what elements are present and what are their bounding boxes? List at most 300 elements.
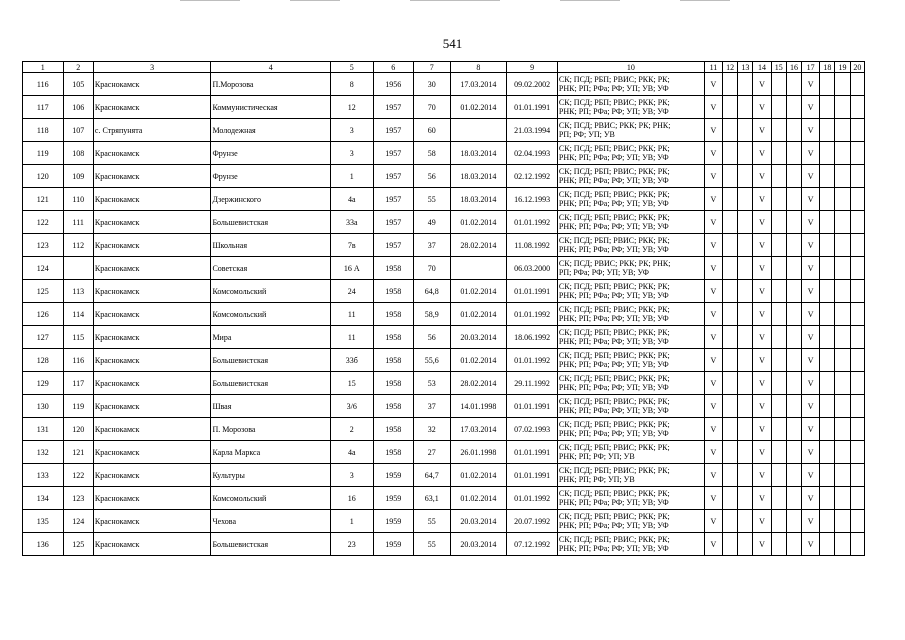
cell-wear: 27	[414, 441, 450, 464]
cell-mark-19	[835, 418, 850, 441]
cell-n: 132	[23, 441, 64, 464]
codes-line-1: СК; ПСД; РБП; РВИС; РКК; РК;	[558, 374, 670, 383]
cell-mark-19	[835, 510, 850, 533]
cell-street: Фрунзе	[211, 165, 331, 188]
cell-street: Большевистская	[211, 211, 331, 234]
scan-top-line	[180, 0, 240, 1]
cell-wear: 55	[414, 510, 450, 533]
table-row	[23, 73, 865, 96]
cell-street: Чехова	[211, 510, 331, 533]
cell-mark-11: V	[704, 487, 722, 510]
cell-codes	[557, 234, 704, 257]
cell-mark-17: V	[802, 441, 820, 464]
cell-n: 134	[23, 487, 64, 510]
table-row	[23, 372, 865, 395]
cell-house: 2	[330, 418, 373, 441]
cell-d1: 01.02.2014	[450, 349, 507, 372]
codes-line-1: СК; ПСД; РБП; РВИС; РКК; РК;	[558, 305, 670, 314]
column-header-1: 1	[23, 62, 64, 73]
cell-mark-18	[820, 188, 835, 211]
cell-house: 3	[330, 119, 373, 142]
cell-street: Советская	[211, 257, 331, 280]
cell-mark-14: V	[753, 510, 771, 533]
cell-wear: 56	[414, 165, 450, 188]
cell-mark-18	[820, 418, 835, 441]
cell-n: 127	[23, 326, 64, 349]
cell-house: 3	[330, 142, 373, 165]
cell-codes	[557, 73, 704, 96]
cell-mark-12	[723, 326, 738, 349]
cell-id: 125	[63, 533, 93, 556]
cell-mark-18	[820, 257, 835, 280]
table-row	[23, 326, 865, 349]
cell-wear: 53	[414, 372, 450, 395]
cell-n: 123	[23, 234, 64, 257]
column-header-15: 15	[771, 62, 786, 73]
cell-wear: 55,6	[414, 349, 450, 372]
cell-d2: 01.01.1992	[507, 211, 558, 234]
cell-mark-16	[786, 418, 801, 441]
cell-city: Краснокамск	[93, 142, 211, 165]
cell-d2: 02.04.1993	[507, 142, 558, 165]
cell-mark-18	[820, 326, 835, 349]
cell-mark-16	[786, 464, 801, 487]
cell-mark-19	[835, 349, 850, 372]
cell-mark-12	[723, 464, 738, 487]
cell-n: 120	[23, 165, 64, 188]
cell-mark-15	[771, 441, 786, 464]
cell-codes	[557, 96, 704, 119]
cell-mark-12	[723, 119, 738, 142]
cell-year: 1958	[373, 257, 414, 280]
cell-mark-11: V	[704, 211, 722, 234]
cell-wear: 37	[414, 234, 450, 257]
cell-year: 1958	[373, 326, 414, 349]
cell-mark-20	[850, 142, 864, 165]
cell-street: Комсомольский	[211, 280, 331, 303]
cell-mark-12	[723, 96, 738, 119]
cell-mark-20	[850, 165, 864, 188]
table-row	[23, 119, 865, 142]
cell-mark-15	[771, 142, 786, 165]
cell-codes	[557, 510, 704, 533]
cell-mark-15	[771, 464, 786, 487]
cell-city: Краснокамск	[93, 211, 211, 234]
cell-city: Краснокамск	[93, 96, 211, 119]
cell-mark-20	[850, 441, 864, 464]
table-row	[23, 257, 865, 280]
cell-mark-13	[738, 395, 753, 418]
cell-d2: 01.01.1991	[507, 441, 558, 464]
cell-mark-17: V	[802, 395, 820, 418]
table-row	[23, 142, 865, 165]
cell-d1: 01.02.2014	[450, 487, 507, 510]
cell-mark-14: V	[753, 142, 771, 165]
cell-mark-17: V	[802, 142, 820, 165]
cell-mark-14: V	[753, 73, 771, 96]
cell-wear: 56	[414, 326, 450, 349]
table-row	[23, 349, 865, 372]
cell-mark-11: V	[704, 119, 722, 142]
cell-wear: 58,9	[414, 303, 450, 326]
cell-year: 1957	[373, 188, 414, 211]
codes-line-1: СК; ПСД; РВИС; РКК; РК; РНК;	[558, 121, 671, 130]
cell-mark-16	[786, 119, 801, 142]
cell-mark-16	[786, 487, 801, 510]
cell-mark-17: V	[802, 326, 820, 349]
cell-street: Комсомольский	[211, 487, 331, 510]
codes-line-1: СК; ПСД; РБП; РВИС; РКК; РК;	[558, 420, 670, 429]
cell-mark-13	[738, 303, 753, 326]
cell-house: 8	[330, 73, 373, 96]
cell-mark-14: V	[753, 349, 771, 372]
codes-line-2: РНК; РП; РФа; РФ; УП; УВ; УФ	[558, 84, 669, 93]
codes-line-1: СК; ПСД; РБП; РВИС; РКК; РК;	[558, 282, 670, 291]
codes-line-2: РНК; РП; РФа; РФ; УП; УВ; УФ	[558, 521, 669, 530]
cell-mark-20	[850, 533, 864, 556]
cell-mark-16	[786, 96, 801, 119]
codes-line-2: РНК; РП; РФа; РФ; УП; УВ; УФ	[558, 498, 669, 507]
cell-mark-20	[850, 211, 864, 234]
table-row	[23, 188, 865, 211]
codes-line-1: СК; ПСД; РБП; РВИС; РКК; РК;	[558, 167, 670, 176]
cell-mark-20	[850, 326, 864, 349]
cell-year: 1957	[373, 165, 414, 188]
cell-d2: 21.03.1994	[507, 119, 558, 142]
cell-id: 121	[63, 441, 93, 464]
codes-line-1: СК; ПСД; РБП; РВИС; РКК; РК;	[558, 328, 670, 337]
cell-id: 106	[63, 96, 93, 119]
cell-mark-14: V	[753, 165, 771, 188]
cell-d2: 07.02.1993	[507, 418, 558, 441]
cell-house: 15	[330, 372, 373, 395]
cell-mark-11: V	[704, 142, 722, 165]
cell-n: 136	[23, 533, 64, 556]
cell-n: 129	[23, 372, 64, 395]
cell-mark-11: V	[704, 303, 722, 326]
cell-d1: 14.01.1998	[450, 395, 507, 418]
codes-line-1: СК; ПСД; РБП; РВИС; РКК; РК;	[558, 144, 670, 153]
cell-id: 115	[63, 326, 93, 349]
cell-mark-16	[786, 395, 801, 418]
cell-codes	[557, 418, 704, 441]
cell-city: Краснокамск	[93, 234, 211, 257]
cell-mark-17: V	[802, 510, 820, 533]
codes-line-1: СК; ПСД; РБП; РВИС; РКК; РК;	[558, 512, 670, 521]
cell-mark-20	[850, 395, 864, 418]
cell-house: 7в	[330, 234, 373, 257]
codes-line-2: РНК; РП; РФа; РФ; УП; УВ; УФ	[558, 153, 669, 162]
cell-id: 111	[63, 211, 93, 234]
cell-mark-18	[820, 96, 835, 119]
cell-year: 1958	[373, 303, 414, 326]
cell-mark-14: V	[753, 188, 771, 211]
cell-codes	[557, 257, 704, 280]
cell-codes	[557, 303, 704, 326]
page-number: 541	[442, 36, 463, 51]
cell-house: 12	[330, 96, 373, 119]
cell-mark-13	[738, 326, 753, 349]
cell-mark-20	[850, 73, 864, 96]
codes-line-2: РНК; РП; РФа; РФ; УП; УВ; УФ	[558, 314, 669, 323]
column-header-20: 20	[850, 62, 864, 73]
cell-mark-18	[820, 234, 835, 257]
cell-codes	[557, 119, 704, 142]
cell-mark-19	[835, 464, 850, 487]
cell-mark-13	[738, 119, 753, 142]
cell-mark-18	[820, 533, 835, 556]
cell-mark-14: V	[753, 211, 771, 234]
cell-mark-19	[835, 165, 850, 188]
codes-line-2: РНК; РП; РФа; РФ; УП; УВ; УФ	[558, 176, 669, 185]
scan-top-line	[410, 0, 500, 1]
cell-mark-11: V	[704, 280, 722, 303]
cell-house: 1	[330, 165, 373, 188]
cell-d1: 20.03.2014	[450, 326, 507, 349]
cell-d1: 18.03.2014	[450, 188, 507, 211]
table-row	[23, 96, 865, 119]
cell-codes	[557, 533, 704, 556]
cell-mark-11: V	[704, 349, 722, 372]
cell-d2: 20.07.1992	[507, 510, 558, 533]
table-row	[23, 280, 865, 303]
cell-d2: 11.08.1992	[507, 234, 558, 257]
cell-mark-12	[723, 188, 738, 211]
cell-d2: 02.12.1992	[507, 165, 558, 188]
codes-line-2: РНК; РП; РФа; РФ; УП; УВ; УФ	[558, 337, 669, 346]
cell-mark-15	[771, 418, 786, 441]
cell-mark-17: V	[802, 73, 820, 96]
cell-year: 1959	[373, 464, 414, 487]
cell-city: Краснокамск	[93, 326, 211, 349]
cell-mark-11: V	[704, 188, 722, 211]
cell-mark-11: V	[704, 418, 722, 441]
cell-city: Краснокамск	[93, 73, 211, 96]
cell-mark-15	[771, 188, 786, 211]
column-header-3: 3	[93, 62, 211, 73]
cell-mark-16	[786, 257, 801, 280]
cell-mark-11: V	[704, 533, 722, 556]
codes-line-2: РНК; РП; РФа; РФ; УП; УВ; УФ	[558, 245, 669, 254]
cell-street: П. Морозова	[211, 418, 331, 441]
cell-mark-16	[786, 349, 801, 372]
cell-mark-18	[820, 372, 835, 395]
column-header-2: 2	[63, 62, 93, 73]
cell-year: 1957	[373, 96, 414, 119]
cell-n: 124	[23, 257, 64, 280]
cell-year: 1958	[373, 349, 414, 372]
cell-mark-19	[835, 142, 850, 165]
cell-n: 119	[23, 142, 64, 165]
cell-mark-19	[835, 372, 850, 395]
codes-line-2: РНК; РП; РФа; РФ; УП; УВ; УФ	[558, 199, 669, 208]
cell-mark-13	[738, 73, 753, 96]
cell-house: 11	[330, 326, 373, 349]
column-header-13: 13	[738, 62, 753, 73]
cell-wear: 64,8	[414, 280, 450, 303]
codes-line-1: СК; ПСД; РБП; РВИС; РКК; РК;	[558, 535, 670, 544]
cell-house: 33б	[330, 349, 373, 372]
cell-mark-18	[820, 142, 835, 165]
cell-year: 1957	[373, 234, 414, 257]
cell-mark-15	[771, 280, 786, 303]
cell-mark-19	[835, 280, 850, 303]
cell-mark-15	[771, 349, 786, 372]
cell-d2: 29.11.1992	[507, 372, 558, 395]
cell-mark-13	[738, 188, 753, 211]
cell-d1: 28.02.2014	[450, 234, 507, 257]
codes-line-1: СК; ПСД; РБП; РВИС; РКК; РК;	[558, 213, 670, 222]
cell-d2: 09.02.2002	[507, 73, 558, 96]
table-row	[23, 418, 865, 441]
table-row	[23, 395, 865, 418]
cell-year: 1958	[373, 441, 414, 464]
cell-year: 1958	[373, 395, 414, 418]
codes-line-1: СК; ПСД; РБП; РВИС; РКК; РК;	[558, 351, 670, 360]
cell-mark-16	[786, 510, 801, 533]
codes-line-2: РНК; РП; РФа; РФ; УП; УВ; УФ	[558, 406, 669, 415]
cell-mark-16	[786, 211, 801, 234]
cell-mark-19	[835, 257, 850, 280]
codes-line-1: СК; ПСД; РБП; РВИС; РКК; РК;	[558, 190, 670, 199]
cell-mark-13	[738, 372, 753, 395]
cell-mark-13	[738, 418, 753, 441]
cell-d1: 01.02.2014	[450, 303, 507, 326]
cell-mark-19	[835, 533, 850, 556]
cell-city: Краснокамск	[93, 372, 211, 395]
cell-house: 4а	[330, 441, 373, 464]
cell-mark-17: V	[802, 234, 820, 257]
cell-mark-15	[771, 73, 786, 96]
cell-id: 109	[63, 165, 93, 188]
cell-id: 113	[63, 280, 93, 303]
cell-street: Комсомольский	[211, 303, 331, 326]
cell-mark-15	[771, 487, 786, 510]
cell-mark-15	[771, 372, 786, 395]
cell-mark-15	[771, 510, 786, 533]
cell-year: 1958	[373, 372, 414, 395]
cell-mark-13	[738, 165, 753, 188]
column-header-8: 8	[450, 62, 507, 73]
codes-line-1: СК; ПСД; РВИС; РКК; РК; РНК;	[558, 259, 671, 268]
cell-mark-15	[771, 303, 786, 326]
cell-mark-18	[820, 280, 835, 303]
cell-codes	[557, 487, 704, 510]
cell-mark-11: V	[704, 510, 722, 533]
cell-mark-16	[786, 326, 801, 349]
cell-mark-17: V	[802, 96, 820, 119]
cell-house: 23	[330, 533, 373, 556]
cell-d2: 07.12.1992	[507, 533, 558, 556]
cell-street: Мира	[211, 326, 331, 349]
cell-mark-15	[771, 165, 786, 188]
cell-mark-18	[820, 395, 835, 418]
cell-id: 117	[63, 372, 93, 395]
cell-d1: 26.01.1998	[450, 441, 507, 464]
cell-mark-12	[723, 142, 738, 165]
column-header-17: 17	[802, 62, 820, 73]
cell-mark-15	[771, 96, 786, 119]
table-row	[23, 441, 865, 464]
cell-mark-18	[820, 487, 835, 510]
cell-city: Краснокамск	[93, 441, 211, 464]
cell-id: 116	[63, 349, 93, 372]
cell-city: с. Стряпунята	[93, 119, 211, 142]
cell-city: Краснокамск	[93, 395, 211, 418]
cell-mark-12	[723, 211, 738, 234]
cell-d1: 20.03.2014	[450, 533, 507, 556]
cell-mark-19	[835, 441, 850, 464]
cell-mark-11: V	[704, 326, 722, 349]
cell-codes	[557, 188, 704, 211]
cell-wear: 58	[414, 142, 450, 165]
cell-mark-19	[835, 119, 850, 142]
cell-n: 118	[23, 119, 64, 142]
cell-street: Дзержинского	[211, 188, 331, 211]
cell-id: 105	[63, 73, 93, 96]
cell-d2: 01.01.1991	[507, 464, 558, 487]
cell-house: 24	[330, 280, 373, 303]
cell-mark-13	[738, 142, 753, 165]
cell-year: 1958	[373, 418, 414, 441]
codes-line-2: РНК; РП; РФа; РФ; УП; УВ; УФ	[558, 429, 669, 438]
codes-line-2: РНК; РП; РФа; РФ; УП; УВ; УФ	[558, 222, 669, 231]
cell-city: Краснокамск	[93, 280, 211, 303]
cell-mark-12	[723, 441, 738, 464]
cell-mark-19	[835, 188, 850, 211]
cell-year: 1956	[373, 73, 414, 96]
cell-mark-12	[723, 303, 738, 326]
cell-year: 1958	[373, 280, 414, 303]
cell-city: Краснокамск	[93, 349, 211, 372]
cell-mark-20	[850, 510, 864, 533]
cell-city: Краснокамск	[93, 303, 211, 326]
cell-street: Школьная	[211, 234, 331, 257]
cell-mark-16	[786, 533, 801, 556]
cell-d2: 01.01.1992	[507, 303, 558, 326]
column-header-12: 12	[723, 62, 738, 73]
column-header-6: 6	[373, 62, 414, 73]
cell-mark-12	[723, 487, 738, 510]
cell-codes	[557, 280, 704, 303]
cell-wear: 63,1	[414, 487, 450, 510]
cell-mark-17: V	[802, 119, 820, 142]
cell-mark-17: V	[802, 487, 820, 510]
cell-mark-14: V	[753, 441, 771, 464]
cell-mark-14: V	[753, 280, 771, 303]
cell-n: 128	[23, 349, 64, 372]
column-header-7: 7	[414, 62, 450, 73]
cell-mark-20	[850, 418, 864, 441]
cell-mark-17: V	[802, 303, 820, 326]
cell-d1: 01.02.2014	[450, 211, 507, 234]
cell-mark-18	[820, 119, 835, 142]
cell-year: 1957	[373, 119, 414, 142]
cell-mark-20	[850, 349, 864, 372]
cell-mark-18	[820, 464, 835, 487]
cell-n: 122	[23, 211, 64, 234]
cell-d2: 06.03.2000	[507, 257, 558, 280]
cell-house: 1	[330, 510, 373, 533]
cell-d1	[450, 119, 507, 142]
table-row	[23, 303, 865, 326]
cell-city: Краснокамск	[93, 464, 211, 487]
cell-mark-17: V	[802, 372, 820, 395]
cell-mark-13	[738, 234, 753, 257]
cell-year: 1957	[373, 142, 414, 165]
cell-mark-17: V	[802, 280, 820, 303]
cell-d1: 18.03.2014	[450, 165, 507, 188]
